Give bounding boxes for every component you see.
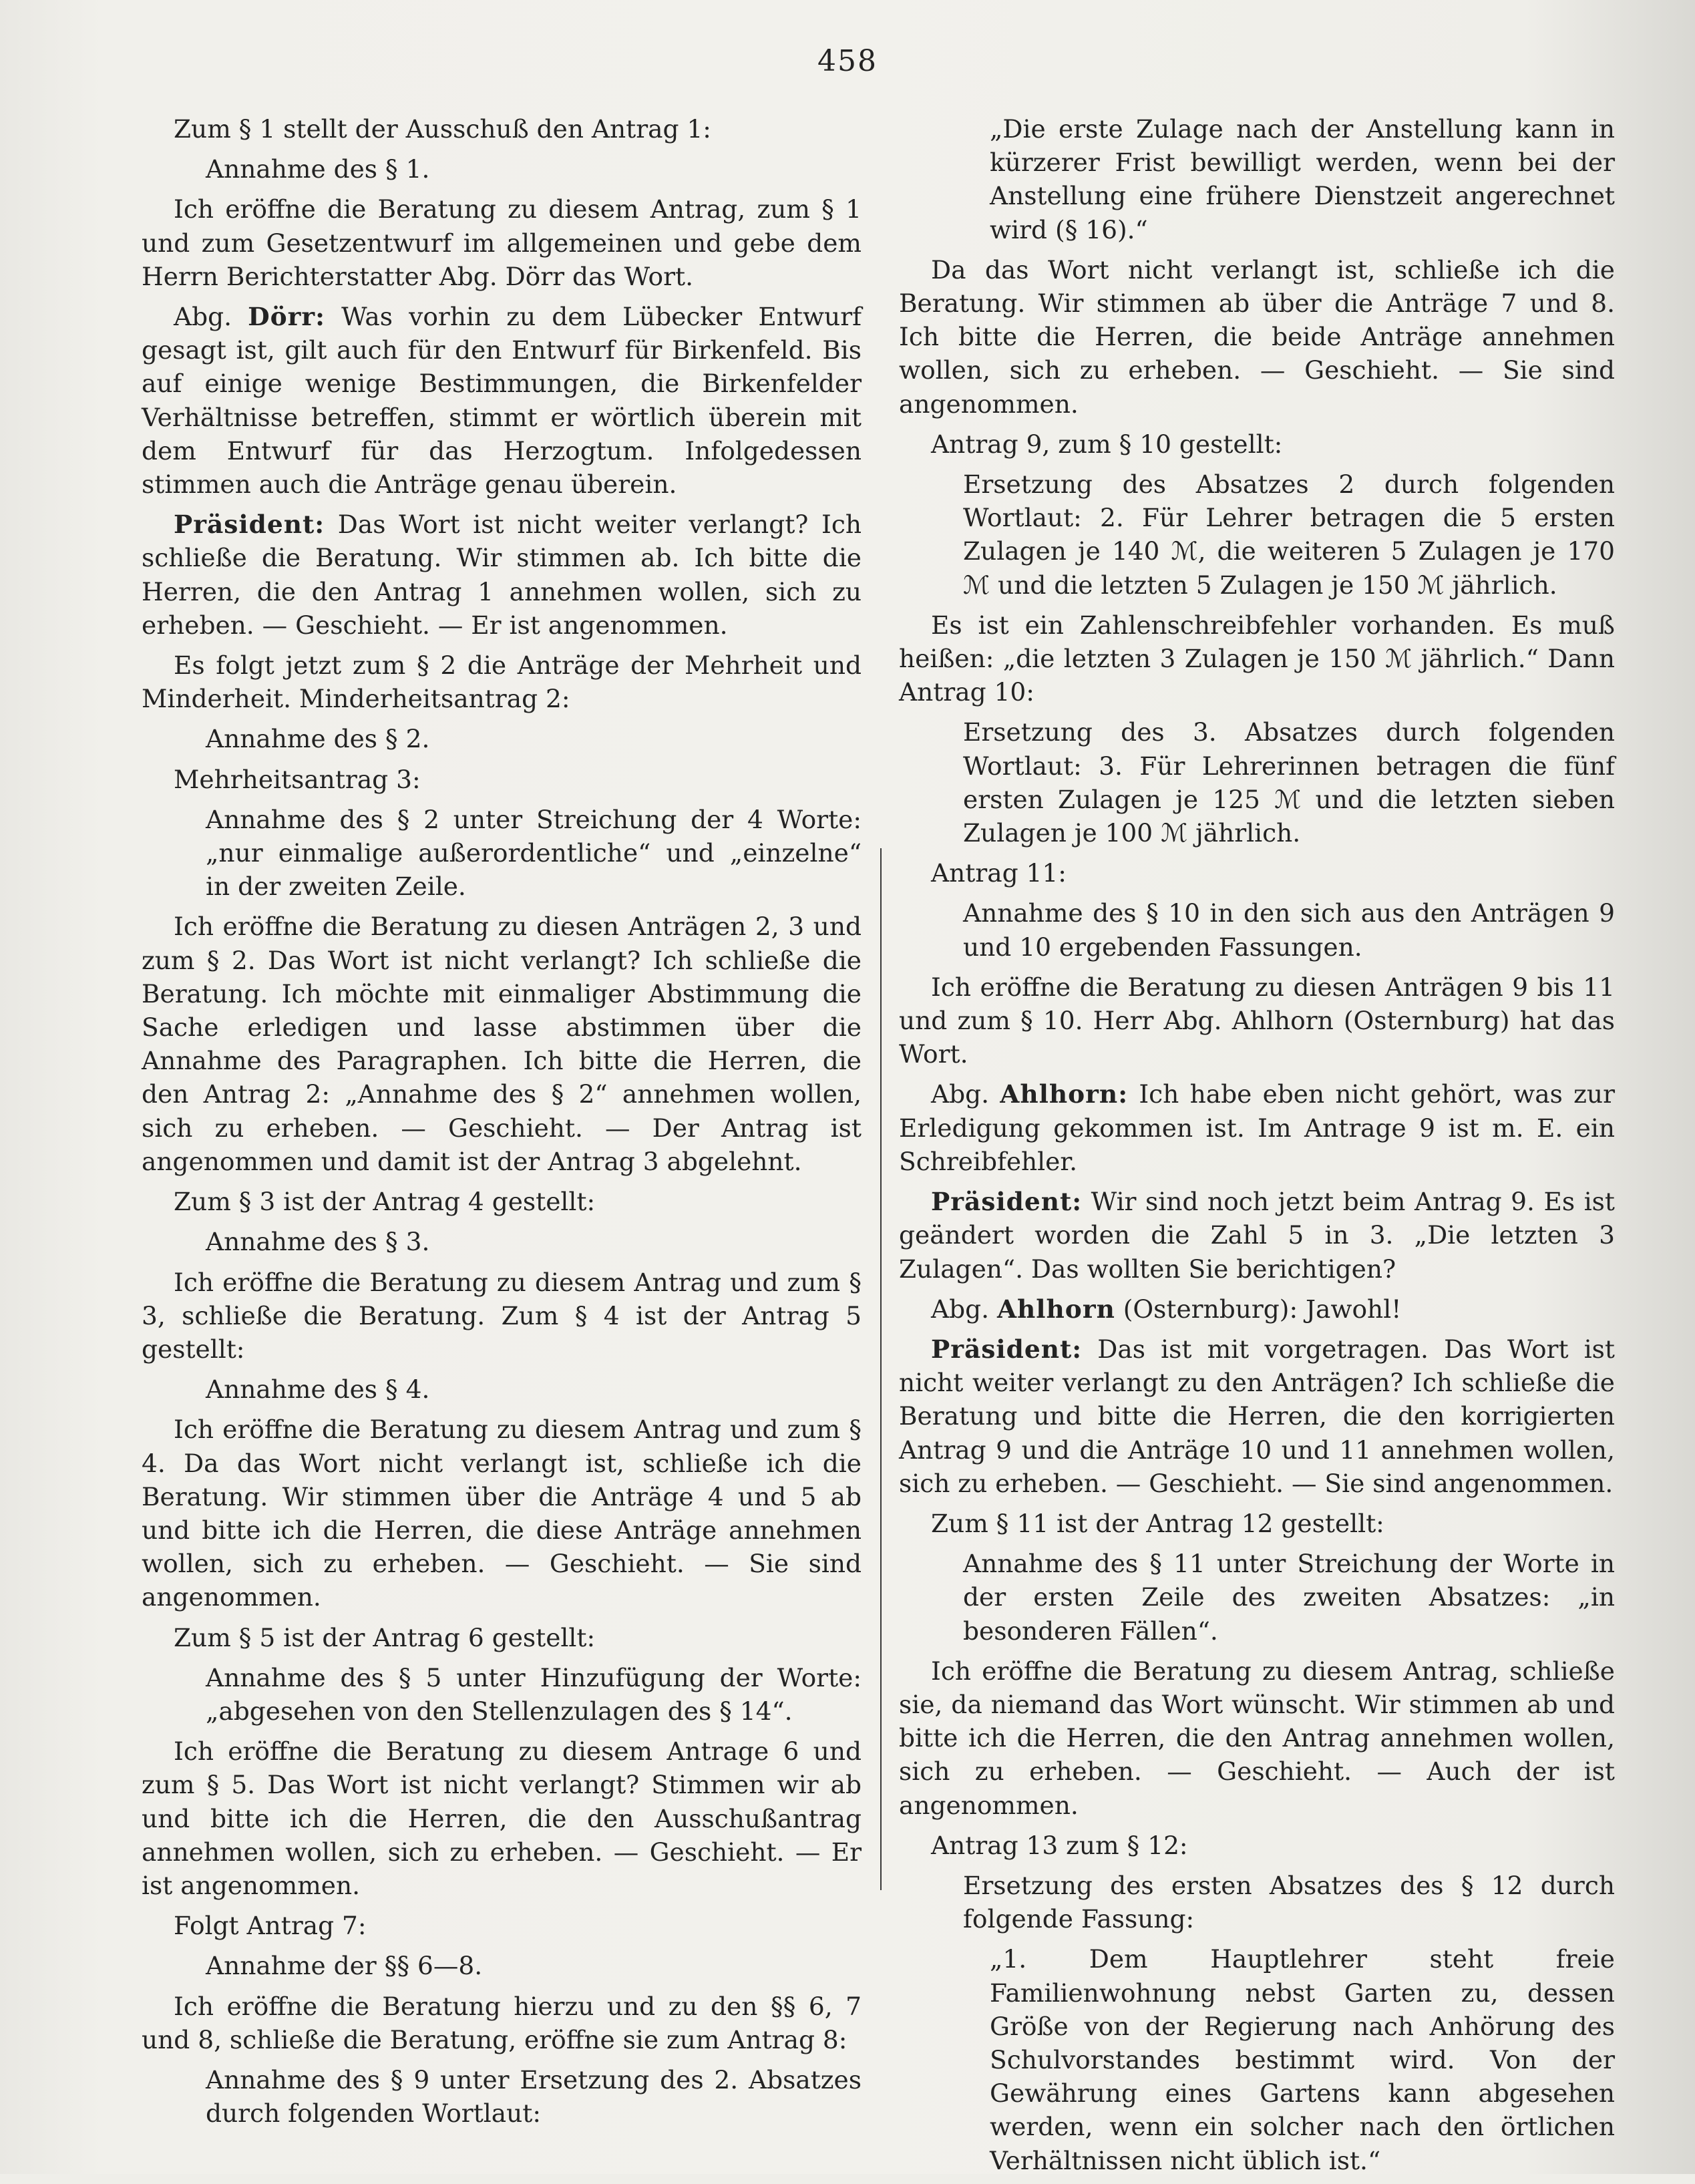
paragraph — [142, 508, 862, 642]
paragraph — [206, 803, 862, 904]
paragraph — [142, 649, 862, 715]
paragraph-text: Annahme des § 10 in den sich aus den Anträgen 9 und 10 ergebenden Fassungen. — [963, 898, 1615, 962]
paragraph — [142, 1621, 862, 1654]
paragraph-text: Zum § 1 stellt der Ausschuß den Antrag 1: — [174, 114, 711, 144]
paragraph-text: Annahme des § 2. — [206, 724, 430, 754]
speaker-name: Dörr: — [248, 302, 326, 332]
paragraph-text: Ersetzung des ersten Absatzes des § 12 durch folgende Fassung: — [963, 1870, 1615, 1934]
paragraph-text: Annahme des § 9 unter Ersetzung des 2. Absatzes durch folgenden Wortlaut: — [206, 2064, 862, 2129]
speaker-name: Präsident: — [931, 1334, 1083, 1364]
paragraph-text: Das ist mit vorgetragen. Das Wort ist nicht weiter verlangt zu den Anträgen? Ich schließe die Beratung und bitte die Herren, die den korrigierten Antrag 9 und die Anträge 10 und 11 annehmen wollen, sich zu erheben. — Geschieht. — Sie sind angenommen. — [899, 1334, 1615, 1498]
left-column — [142, 112, 862, 2137]
paragraph — [142, 910, 862, 1178]
paragraph-text: Folgt Antrag 7: — [174, 1911, 367, 1941]
speaker-prefix: Abg. — [931, 1294, 997, 1324]
paragraph-text: Ich eröffne die Beratung zu diesen Anträgen 9 bis 11 und zum § 10. Herr Abg. Ahlhorn (Osternburg) hat das Wort. — [899, 972, 1615, 1069]
paragraph — [990, 1942, 1615, 2177]
paragraph-text: Ich eröffne die Beratung zu diesem Antrag und zum § 3, schließe die Beratung. Zum § 4 ist der Antrag 5 gestellt: — [142, 1267, 862, 1364]
paragraph — [899, 608, 1615, 709]
paragraph — [899, 253, 1615, 421]
paragraph-text: Das Wort ist nicht weiter verlangt? Ich schließe die Beratung. Wir stimmen ab. Ich bitte die Herren, die den Antrag 1 annehmen wollen, sich zu erheben. — Geschieht. — Er ist angenommen. — [142, 510, 862, 640]
paragraph-text: Ersetzung des 3. Absatzes durch folgenden Wortlaut: 3. Für Lehrerinnen betragen die fünf ersten Zulagen je 125 ℳ und die letzten sieben Zulagen je 100 ℳ jährlich. — [963, 717, 1615, 848]
paragraph-text: Es folgt jetzt zum § 2 die Anträge der Mehrheit und Minderheit. Minderheitsantrag 2: — [142, 651, 862, 714]
paragraph — [142, 1909, 862, 1942]
paragraph-text: Zum § 5 ist der Antrag 6 gestellt: — [174, 1622, 596, 1652]
paragraph — [990, 112, 1615, 246]
paragraph — [899, 1507, 1615, 1540]
paragraph-text: Ich eröffne die Beratung zu diesem Antrag und zum § 4. Da das Wort nicht verlangt ist, schließe ich die Beratung. Wir stimmen über die Anträge 4 und 5 ab und bitte ich die Herren, die diese Anträge annehmen wollen, sich zu erheben. — Geschieht. — Sie sind angenommen. — [142, 1415, 862, 1612]
paragraph — [963, 1869, 1615, 1936]
paragraph — [206, 152, 862, 186]
paragraph — [206, 1373, 862, 1406]
paragraph-text: (Osternburg): Jawohl! — [1115, 1294, 1402, 1324]
speaker-name: Ahlhorn — [996, 1294, 1115, 1324]
paragraph — [899, 1829, 1615, 1862]
paragraph — [174, 763, 862, 796]
right-column — [899, 112, 1615, 2184]
paragraph — [142, 1413, 862, 1614]
paragraph — [899, 1185, 1615, 1286]
paragraph — [963, 896, 1615, 963]
paragraph — [899, 1332, 1615, 1500]
paragraph-text: Ich eröffne die Beratung zu diesem Antrag, schließe sie, da niemand das Wort wünscht. Wir stimmen ab und bitte ich die Herren, die den Antrag annehmen wollen, sich zu erheben. — Geschieht. — Auch der ist angenommen. — [899, 1656, 1615, 1820]
paragraph-text: Antrag 13 zum § 12: — [931, 1830, 1188, 1860]
paragraph — [142, 112, 862, 146]
paragraph — [899, 1654, 1615, 1822]
paragraph — [963, 1547, 1615, 1648]
column-divider — [880, 848, 882, 1890]
paragraph-text: Annahme des § 2 unter Streichung der 4 Worte: „nur einmalige außerordentliche“ und „einzelne“ in der zweiten Zeile. — [206, 804, 862, 902]
speaker-prefix: Abg. — [931, 1079, 1000, 1109]
paragraph-text: Annahme des § 5 unter Hinzufügung der Worte: „abgesehen von den Stellenzulagen des § 14“. — [206, 1662, 862, 1726]
paragraph-text: Es ist ein Zahlenschreibfehler vorhanden. Es muß heißen: „die letzten 3 Zulagen je 150 ℳ jährlich.“ Dann Antrag 10: — [899, 610, 1615, 707]
paragraph-text: Annahme des § 3. — [206, 1227, 430, 1257]
paragraph-text: Da das Wort nicht verlangt ist, schließe ich die Beratung. Wir stimmen ab über die Anträge 7 und 8. Ich bitte die Herren, die beide Anträge annehmen wollen, sich zu erheben. — Geschieht. — Sie sind angenommen. — [899, 254, 1615, 419]
paragraph — [206, 1661, 862, 1728]
paragraph — [963, 468, 1615, 602]
paragraph — [206, 1225, 862, 1258]
paragraph — [206, 2063, 862, 2130]
paragraph — [899, 427, 1615, 461]
paragraph — [142, 1185, 862, 1218]
paragraph — [899, 856, 1615, 890]
speaker-prefix: Abg. — [174, 302, 248, 332]
paragraph-text: Antrag 11: — [931, 858, 1067, 888]
paragraph-text: Antrag 9, zum § 10 gestellt: — [931, 429, 1283, 459]
paragraph-text: Annahme des § 1. — [206, 154, 430, 184]
paragraph — [142, 192, 862, 293]
speaker-name: Präsident: — [174, 510, 325, 540]
paragraph-text: „1. Dem Hauptlehrer steht freie Familienwohnung nebst Garten zu, dessen Größe von der Regierung nach Anhörung des Schulvorstandes bestimmt wird. Von der Gewährung eines Gartens kann abgesehen werden, wenn ein solcher nach den örtlichen Verhältnissen nicht üblich ist.“ — [990, 1944, 1615, 2175]
paragraph-text: Zum § 3 ist der Antrag 4 gestellt: — [174, 1187, 596, 1217]
paragraph — [899, 1292, 1615, 1326]
paragraph-text: Mehrheitsantrag 3: — [174, 764, 421, 794]
paragraph-text: Ich eröffne die Beratung zu diesen Anträgen 2, 3 und zum § 2. Das Wort ist nicht verlangt? Ich schließe die Beratung. Ich möchte mit einmaliger Abstimmung die Sache erledigen und lasse abstimmen über die Annahme des Paragraphen. Ich bitte die Herren, die den Antrag 2: „Annahme des § 2“ annehmen wollen, sich zu erheben. — Geschieht. — Der Antrag ist angenommen und damit ist der Antrag 3 abgelehnt. — [142, 912, 862, 1176]
paragraph-text: Ich eröffne die Beratung zu diesem Antrag, zum § 1 und zum Gesetzentwurf im allgemeinen und gebe dem Herrn Berichterstatter Abg. Dörr das Wort. — [142, 194, 862, 291]
paragraph-text: „Die erste Zulage nach der Anstellung kann in kürzerer Frist bewilligt werden, wenn bei der Anstellung eine frühere Dienstzeit angerechnet wird (§ 16).“ — [990, 114, 1615, 244]
paragraph-text: Annahme der §§ 6—8. — [206, 1951, 483, 1981]
paragraph-text: Annahme des § 4. — [206, 1375, 430, 1405]
paragraph — [142, 1266, 862, 1367]
paragraph-text: Ich eröffne die Beratung zu diesem Antrage 6 und zum § 5. Das Wort ist nicht verlangt? Stimmen wir ab und bitte ich die Herren, die den Ausschußantrag annehmen wollen, sich zu erheben. — Geschieht. — Er ist angenommen. — [142, 1737, 862, 1900]
paragraph — [142, 1990, 862, 2056]
paragraph — [899, 970, 1615, 1071]
speaker-name: Präsident: — [931, 1187, 1083, 1217]
paragraph — [963, 715, 1615, 850]
speaker-name: Ahlhorn: — [1000, 1079, 1129, 1109]
paragraph-text: Ich habe eben nicht gehört, was zur Erledigung gekommen ist. Im Antrage 9 ist m. E. ein Schreibfehler. — [899, 1079, 1615, 1176]
paragraph-text: Ersetzung des Absatzes 2 durch folgenden Wortlaut: 2. Für Lehrer betragen die 5 ersten Zulagen je 140 ℳ, die weiteren 5 Zulagen je 170 ℳ und die letzten 5 Zulagen je 150 ℳ jährlich. — [963, 470, 1615, 600]
paragraph-text: Wir sind noch jetzt beim Antrag 9. Es ist geändert worden die Zahl 5 in 3. „Die letzten 3 Zulagen“. Das wollten Sie berichtigen? — [899, 1187, 1615, 1284]
page-number: 458 — [817, 44, 878, 78]
paragraph — [142, 300, 862, 501]
paragraph-text: Zum § 11 ist der Antrag 12 gestellt: — [931, 1508, 1384, 1538]
paragraph — [142, 1735, 862, 1902]
paragraph-text: Ich eröffne die Beratung hierzu und zu den §§ 6, 7 und 8, schließe die Beratung, eröffne sie zum Antrag 8: — [142, 1991, 862, 2054]
paragraph — [206, 1949, 862, 1982]
paragraph — [206, 722, 862, 755]
paragraph — [899, 1077, 1615, 1178]
paragraph-text: Annahme des § 11 unter Streichung der Worte in der ersten Zeile des zweiten Absatzes: „in besonderen Fällen“. — [963, 1549, 1615, 1646]
paragraph-text: Was vorhin zu dem Lübecker Entwurf gesagt ist, gilt auch für den Entwurf für Birkenfeld. Bis auf einige wenige Bestimmungen, die Birkenfelder Verhältnisse betreffen, stimmt er wörtlich überein mit dem Entwurf für das Herzogtum. Infolgedessen stimmen auch die Anträge genau überein. — [142, 302, 862, 500]
